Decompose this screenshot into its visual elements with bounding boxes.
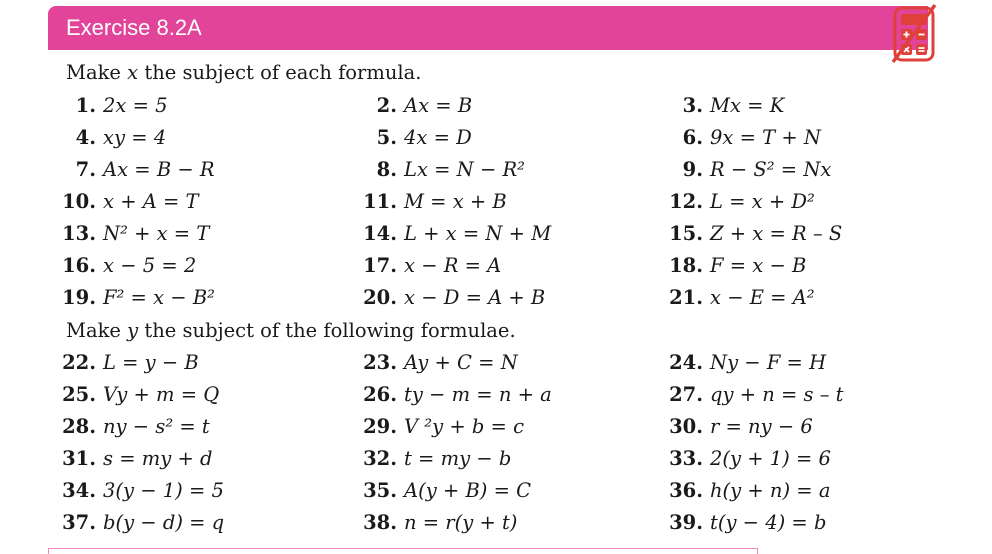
problem-number: 21. — [669, 286, 703, 309]
exercise-header — [48, 6, 928, 50]
exercise-title: Exercise 8.2A — [66, 15, 202, 40]
problem-number: 39. — [669, 511, 703, 534]
problem-formula: R − S² = Nx — [710, 158, 832, 181]
problem-formula: t(y − 4) = b — [710, 511, 827, 534]
problem-number: 36. — [669, 479, 703, 502]
problem-number: 7. — [75, 158, 96, 181]
problem-formula: Ny − F = H — [710, 351, 827, 374]
problem-formula: M = x + B — [404, 190, 507, 213]
instruction-text: Make — [66, 61, 128, 84]
no-calculator-icon — [888, 2, 940, 64]
problem-formula: Ax = B — [404, 94, 473, 117]
problem-number: 10. — [62, 190, 96, 213]
problem-number: 29. — [363, 415, 397, 438]
instruction-variable: y — [127, 319, 139, 342]
problem-number: 26. — [363, 383, 397, 406]
instruction-text: Make — [66, 319, 128, 342]
problem-number: 16. — [62, 254, 96, 277]
problem-number: 25. — [62, 383, 96, 406]
problem-formula: Mx = K — [710, 94, 785, 117]
problem-number: 15. — [669, 222, 703, 245]
problem-number: 14. — [363, 222, 397, 245]
problem-number: 6. — [682, 126, 703, 149]
problem-number: 11. — [363, 190, 397, 213]
problem-number: 27. — [669, 383, 703, 406]
problem-formula: V ²y + b = c — [404, 415, 524, 438]
problem-formula: ny − s² = t — [103, 415, 210, 438]
problem-number: 32. — [363, 447, 397, 470]
problem-formula: h(y + n) = a — [710, 479, 831, 502]
problem-number: 38. — [363, 511, 397, 534]
problem-number: 8. — [376, 158, 397, 181]
problem-number: 28. — [62, 415, 96, 438]
problem-formula: x − D = A + B — [404, 286, 546, 309]
problem-number: 35. — [363, 479, 397, 502]
problem-number: 3. — [682, 94, 703, 117]
problem-number: 20. — [363, 286, 397, 309]
section2-instruction — [66, 319, 516, 343]
problem-formula: L = y − B — [103, 351, 199, 374]
problem-formula: 3(y − 1) = 5 — [103, 479, 224, 502]
section1-instruction — [66, 61, 421, 85]
problem-formula: s = my + d — [103, 447, 213, 470]
next-section-border — [48, 548, 758, 554]
problem-number: 5. — [376, 126, 397, 149]
problem-formula: L + x = N + M — [404, 222, 552, 245]
instruction-variable: x — [127, 61, 139, 84]
problem-formula: x + A = T — [103, 190, 199, 213]
problem-formula: 9x = T + N — [710, 126, 821, 149]
problem-formula: qy + n = s – t — [710, 383, 844, 406]
problem-number: 4. — [75, 126, 96, 149]
problem-formula: F = x − B — [710, 254, 807, 277]
problem-formula: Ax = B − R — [103, 158, 215, 181]
problem-formula: x − R = A — [404, 254, 502, 277]
problem-formula: A(y + B) = C — [404, 479, 532, 502]
problem-formula: ty − m = n + a — [404, 383, 552, 406]
problem-formula: t = my − b — [404, 447, 512, 470]
problem-formula: Z + x = R – S — [710, 222, 843, 245]
problem-formula: b(y − d) = q — [103, 511, 225, 534]
problem-formula: Lx = N − R² — [404, 158, 525, 181]
problem-number: 24. — [669, 351, 703, 374]
instruction-text: the subject of each formula. — [138, 61, 422, 84]
problem-number: 34. — [62, 479, 96, 502]
problem-number: 1. — [75, 94, 96, 117]
problem-number: 31. — [62, 447, 96, 470]
problem-number: 22. — [62, 351, 96, 374]
instruction-text: the subject of the following formulae. — [138, 319, 516, 342]
problem-formula: x − 5 = 2 — [103, 254, 197, 277]
problem-formula: n = r(y + t) — [404, 511, 518, 534]
problem-number: 23. — [363, 351, 397, 374]
problem-number: 19. — [62, 286, 96, 309]
problem-formula: N² + x = T — [103, 222, 210, 245]
problem-formula: L = x + D² — [710, 190, 815, 213]
problem-number: 33. — [669, 447, 703, 470]
problem-formula: F² = x − B² — [103, 286, 215, 309]
problem-formula: 2x = 5 — [103, 94, 168, 117]
problem-formula: 2(y + 1) = 6 — [710, 447, 831, 470]
problem-number: 30. — [669, 415, 703, 438]
problem-number: 17. — [363, 254, 397, 277]
problem-formula: 4x = D — [404, 126, 472, 149]
problem-number: 12. — [669, 190, 703, 213]
problem-number: 2. — [376, 94, 397, 117]
problem-formula: Vy + m = Q — [103, 383, 220, 406]
problem-number: 18. — [669, 254, 703, 277]
problem-number: 13. — [62, 222, 96, 245]
problem-formula: r = ny − 6 — [710, 415, 813, 438]
problem-formula: xy = 4 — [103, 126, 167, 149]
problem-number: 37. — [62, 511, 96, 534]
problem-formula: Ay + C = N — [404, 351, 518, 374]
problem-number: 9. — [682, 158, 703, 181]
problem-formula: x − E = A² — [710, 286, 815, 309]
